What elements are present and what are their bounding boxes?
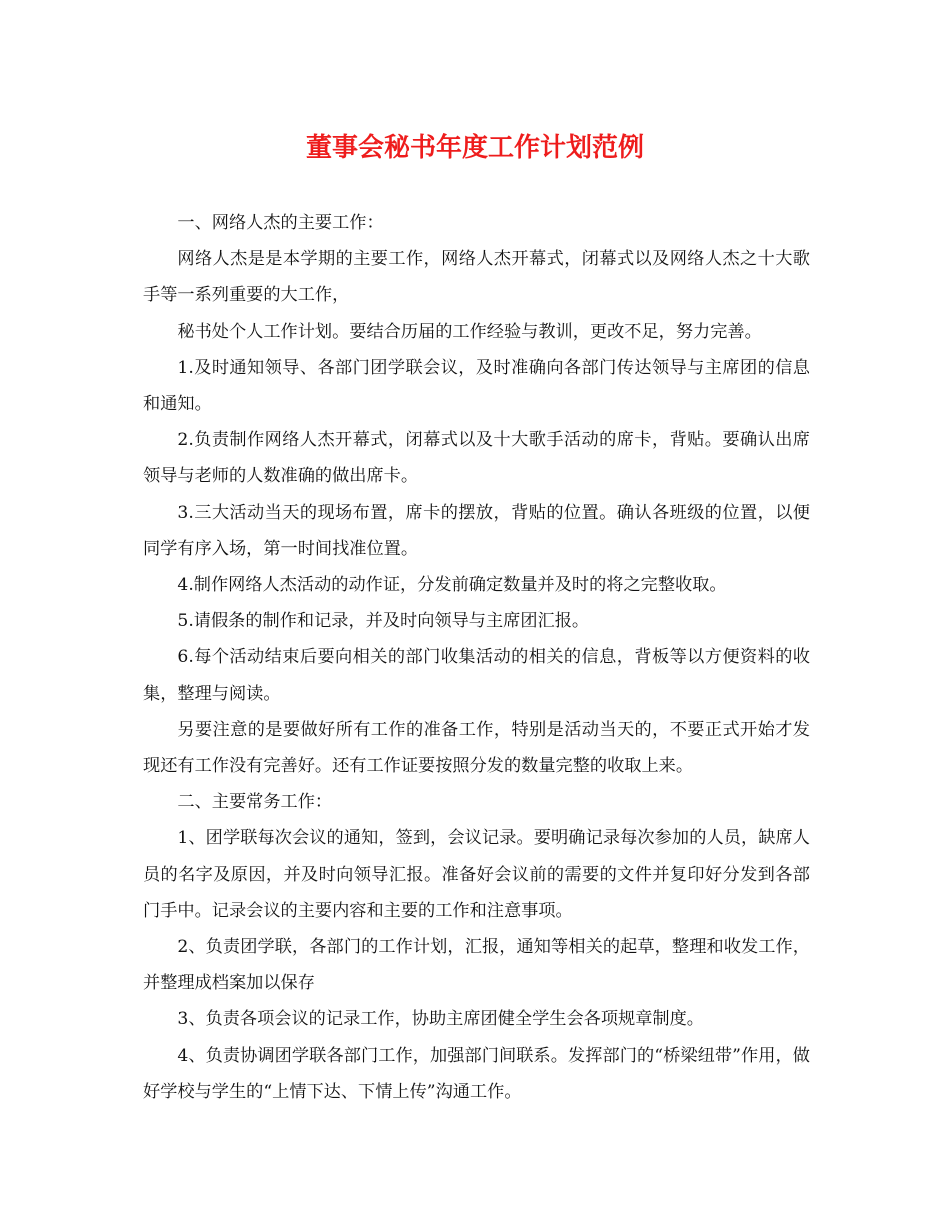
document-title: 董事会秘书年度工作计划范例 bbox=[305, 133, 644, 163]
list-item: 3.三大活动当天的现场布置，席卡的摆放，背贴的位置。确认各班级的位置，以便同学有序入场，第一时间找准位置。 bbox=[143, 502, 810, 559]
paragraph: 网络人杰是是本学期的主要工作，网络人杰开幕式，闭幕式以及网络人杰之十大歌手等一系列重要的大工作， bbox=[143, 249, 810, 306]
section-heading-main-work: 一、网络人杰的主要工作： bbox=[177, 213, 384, 233]
list-item: 4.制作网络人杰活动的动作证，分发前确定数量并及时的将之完整收取。 bbox=[177, 575, 727, 596]
list-item: 3、负责各项会议的记录工作，协助主席团健全学生会各项规章制度。 bbox=[177, 1009, 704, 1030]
list-item: 1.及时通知领导、各部门团学联会议，及时准确向各部门传达领导与主席团的信息和通知。 bbox=[143, 357, 810, 415]
paragraph: 秘书处个人工作计划。要结合历届的工作经验与教训，更改不足，努力完善。 bbox=[177, 321, 762, 342]
section-heading-routine-work: 二、主要常务工作： bbox=[177, 792, 333, 813]
list-item: 2、负责团学联，各部门的工作计划，汇报，通知等相关的起草，整理和收发工作，并整理成档案加以保存 bbox=[143, 937, 810, 994]
list-item: 4、负责协调团学联各部门工作，加强部门间联系。发挥部门的“桥梁纽带”作用，做好学校与学生的“上情下达、下情上传”沟通工作。 bbox=[143, 1045, 810, 1102]
list-item: 5.请假条的制作和记录，并及时向领导与主席团汇报。 bbox=[177, 611, 590, 632]
document-body bbox=[143, 205, 810, 1110]
list-item: 6.每个活动结束后要向相关的部门收集活动的相关的信息，背板等以方便资料的收集，整理与阅读。 bbox=[143, 647, 810, 704]
paragraph: 另要注意的是要做好所有工作的准备工作，特别是活动当天的，不要正式开始才发现还有工作没有完善好。还有工作证要按照分发的数量完整的收取上来。 bbox=[143, 719, 810, 777]
list-item: 2.负责制作网络人杰开幕式，闭幕式以及十大歌手活动的席卡，背贴。要确认出席领导与老师的人数准确的做出席卡。 bbox=[143, 430, 810, 487]
list-item: 1、团学联每次会议的通知，签到，会议记录。要明确记录每次参加的人员，缺席人员的名字及原因，并及时向领导汇报。准备好会议前的需要的文件并复印好分发到各部门手中。记录会议的主要内容和主要的工作和注意事项。 bbox=[143, 828, 810, 921]
